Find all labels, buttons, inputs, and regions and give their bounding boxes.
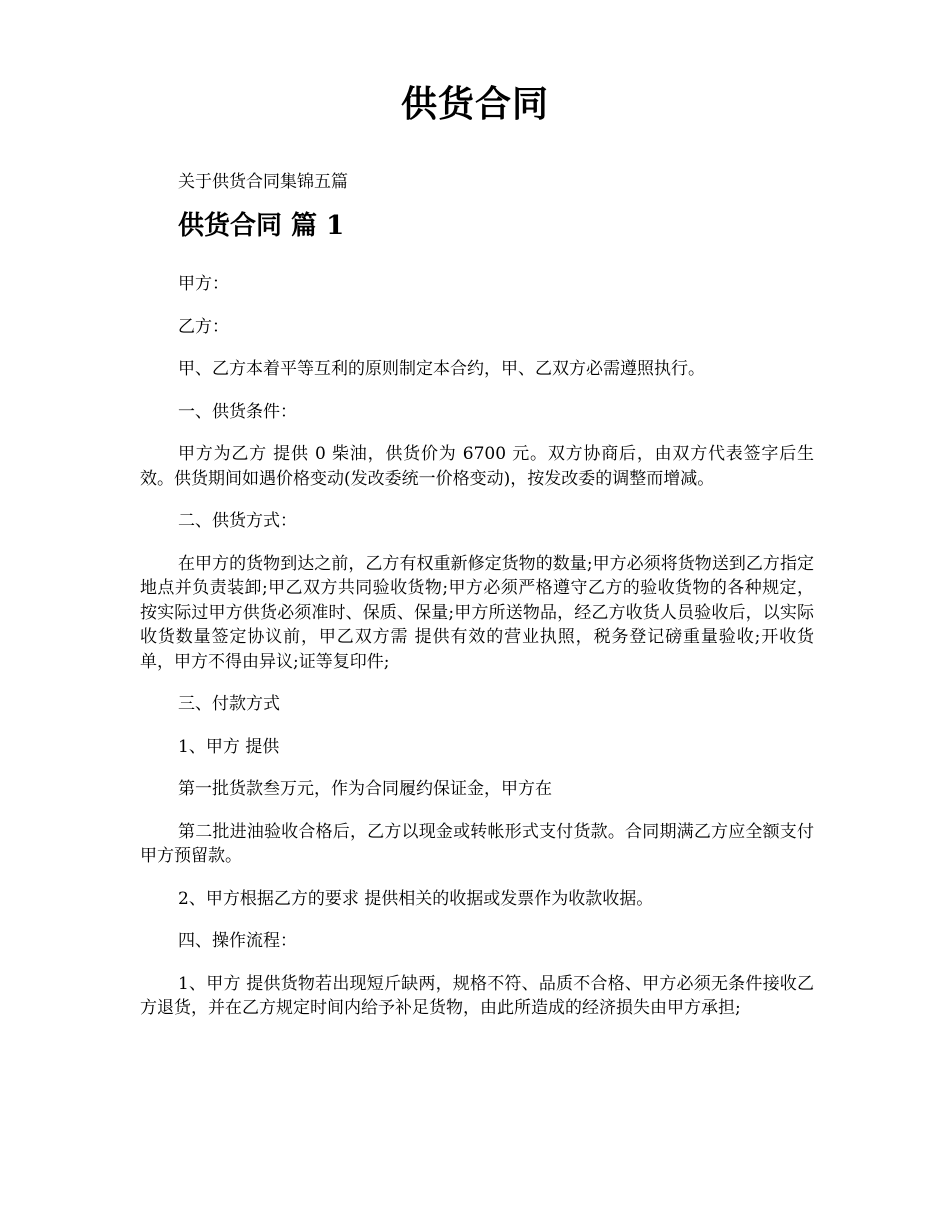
- payment-item-2: 2、甲方根据乙方的要求 提供相关的收据或发票作为收款收据。: [178, 888, 654, 909]
- supply-conditions-paragraph: 甲方为乙方 提供 0 柴油，供货价为 6700 元。双方协商后，由双方代表签字后生效。供货期间如遇价格变动(发改委统一价格变动)，按发改委的调整而增减。: [140, 444, 814, 489]
- preamble-paragraph: 甲、乙方本着平等互利的原则制定本合约，甲、乙双方必需遵照执行。: [178, 359, 705, 379]
- document-subtitle: 关于供货合同集锦五篇: [178, 172, 348, 192]
- party-b-line: 乙方：: [178, 316, 229, 337]
- payment-item-1: 1、甲方 提供: [178, 736, 280, 757]
- clause-heading-payment: 三、付款方式: [178, 694, 280, 714]
- operation-item-1: 1、甲方 提供货物若出现短斤缺两，规格不符、品质不合格、甲方必须无条件接收乙方退货，并在乙方规定时间内给予补足货物，由此所造成的经济损失由甲方承担;: [140, 973, 814, 1018]
- payment-second-batch: 第二批进油验收合格后，乙方以现金或转帐形式支付货款。合同期满乙方应全额支付甲方预留款。: [140, 821, 814, 866]
- party-a-line: 甲方：: [178, 274, 229, 294]
- clause-heading-supply-conditions: 一、供货条件：: [178, 401, 297, 422]
- contract-body: [140, 272, 814, 1039]
- supply-method-paragraph: 在甲方的货物到达之前，乙方有权重新修定货物的数量;甲方必须将货物送到乙方指定地点并负责装卸;甲乙双方共同验收货物;甲方必须严格遵守乙方的验收货物的各种规定，按实际过甲方供货必须准时、保质、保量;甲方所送物品，经乙方收货人员验收后，以实际收货数量签定协议前，甲乙双方需 提供有效的营业执照，税务登记磅重量验收;开收货单，甲方不得由异议;证等复印件;: [140, 553, 814, 672]
- clause-heading-supply-method: 二、供货方式：: [178, 511, 297, 531]
- document-title: 供货合同: [400, 83, 549, 125]
- clause-heading-operation: 四、操作流程：: [178, 931, 297, 951]
- section-heading: 供货合同 篇 1: [178, 211, 345, 241]
- payment-first-batch: 第一批货款叁万元，作为合同履约保证金，甲方在: [178, 779, 552, 799]
